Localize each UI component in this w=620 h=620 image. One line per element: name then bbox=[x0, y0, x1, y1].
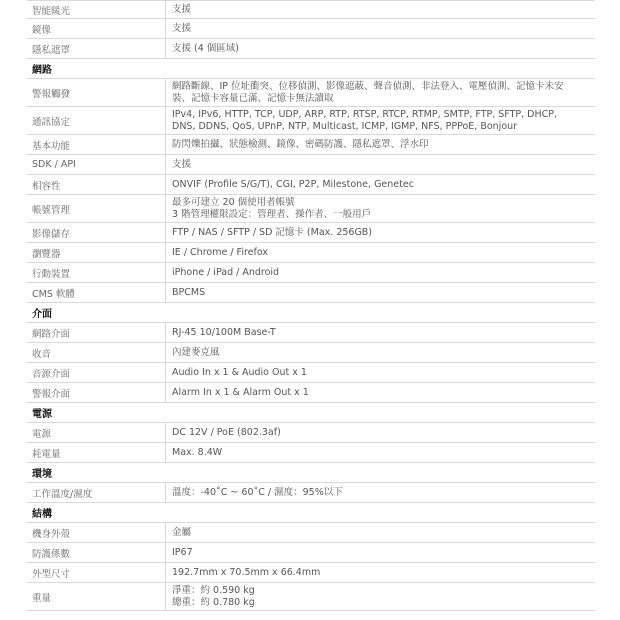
section-header: 電源 bbox=[27, 403, 595, 423]
spec-label: 相容性 bbox=[27, 175, 166, 194]
spec-row bbox=[27, 343, 595, 363]
spec-value bbox=[166, 19, 595, 38]
spec-value-line: iPhone / iPad / Android bbox=[172, 266, 280, 278]
spec-value bbox=[166, 107, 595, 134]
spec-value-line: 支援 bbox=[172, 22, 192, 34]
spec-label: 警報介面 bbox=[27, 383, 166, 402]
spec-row bbox=[27, 283, 595, 303]
spec-value-line: 3 階管理權限設定：管理者、操作者、一般用戶 bbox=[172, 208, 372, 220]
spec-value bbox=[166, 563, 595, 582]
spec-value-line: 支援 bbox=[172, 158, 192, 170]
spec-value bbox=[166, 195, 595, 222]
spec-label: 音源介面 bbox=[27, 363, 166, 382]
spec-row bbox=[27, 263, 595, 283]
spec-value bbox=[166, 39, 595, 58]
spec-row bbox=[27, 383, 595, 403]
spec-label: SDK / API bbox=[27, 155, 166, 174]
spec-label: 基本功能 bbox=[27, 135, 166, 154]
spec-row bbox=[27, 423, 595, 443]
spec-value-line: 總重：約 0.780 kg bbox=[172, 596, 255, 608]
section-header: 結構 bbox=[27, 503, 595, 523]
spec-value bbox=[166, 283, 595, 302]
spec-label: CMS 軟體 bbox=[27, 283, 166, 302]
spec-row bbox=[27, 583, 595, 611]
spec-value bbox=[166, 135, 595, 154]
spec-value-line: 最多可建立 20 個使用者帳號 bbox=[172, 196, 295, 208]
spec-row bbox=[27, 243, 595, 263]
spec-row bbox=[27, 79, 595, 107]
spec-value-line: IE / Chrome / Firefox bbox=[172, 246, 268, 258]
spec-row bbox=[27, 323, 595, 343]
spec-value-line: 金屬 bbox=[172, 526, 192, 538]
spec-row bbox=[27, 543, 595, 563]
spec-row bbox=[27, 135, 595, 155]
spec-value bbox=[166, 383, 595, 402]
spec-value bbox=[166, 155, 595, 174]
spec-value-line: 內建麥克風 bbox=[172, 346, 220, 358]
spec-row bbox=[27, 443, 595, 463]
spec-label: 防護係數 bbox=[27, 543, 166, 562]
spec-label: 工作溫度/濕度 bbox=[27, 483, 166, 502]
spec-label: 影像儲存 bbox=[27, 223, 166, 242]
spec-value bbox=[166, 443, 595, 462]
spec-value-line: Alarm In x 1 & Alarm Out x 1 bbox=[172, 386, 309, 398]
spec-row bbox=[27, 483, 595, 503]
spec-value bbox=[166, 263, 595, 282]
spec-row bbox=[27, 175, 595, 195]
spec-label: 隱私遮罩 bbox=[27, 39, 166, 58]
spec-value bbox=[166, 223, 595, 242]
spec-value-line: IP67 bbox=[172, 546, 193, 558]
spec-value bbox=[166, 175, 595, 194]
spec-table bbox=[27, 0, 595, 611]
spec-value bbox=[166, 543, 595, 562]
spec-row bbox=[27, 563, 595, 583]
spec-label: 耗電量 bbox=[27, 443, 166, 462]
spec-row bbox=[27, 523, 595, 543]
section-header: 環境 bbox=[27, 463, 595, 483]
spec-value-line: RJ-45 10/100M Base-T bbox=[172, 326, 276, 338]
spec-label: 鏡像 bbox=[27, 19, 166, 38]
spec-value-line: 裝、記憶卡容量已滿、記憶卡無法讀取 bbox=[172, 92, 334, 104]
spec-value-line: 防閃爍拍攝、狀態檢測、鏡像、密碼防護、隱私遮罩、浮水印 bbox=[172, 138, 429, 150]
spec-row bbox=[27, 363, 595, 383]
spec-value-line: Audio In x 1 & Audio Out x 1 bbox=[172, 366, 307, 378]
spec-value bbox=[166, 343, 595, 362]
spec-label: 電源 bbox=[27, 423, 166, 442]
spec-value bbox=[166, 523, 595, 542]
spec-value-line: 網路斷線、IP 位址衝突、位移偵測、影像遮蔽、聲音偵測、非法登入、電壓偵測、記憶卡未安 bbox=[172, 80, 564, 92]
spec-label: 機身外殼 bbox=[27, 523, 166, 542]
spec-row bbox=[27, 0, 595, 19]
spec-value bbox=[166, 323, 595, 342]
spec-value bbox=[166, 363, 595, 382]
spec-label: 帳號管理 bbox=[27, 195, 166, 222]
spec-value-line: Max. 8.4W bbox=[172, 446, 223, 458]
spec-value bbox=[166, 243, 595, 262]
spec-value-line: 溫度：-40˚C ~ 60˚C / 濕度：95%以下 bbox=[172, 486, 343, 498]
spec-row bbox=[27, 223, 595, 243]
spec-value bbox=[166, 79, 595, 106]
spec-value-line: DC 12V / PoE (802.3af) bbox=[172, 426, 281, 438]
spec-row bbox=[27, 19, 595, 39]
spec-row bbox=[27, 195, 595, 223]
spec-value-line: 192.7mm x 70.5mm x 66.4mm bbox=[172, 566, 321, 578]
spec-value-line: ONVIF (Profile S/G/T), CGI, P2P, Milestone, Genetec bbox=[172, 178, 414, 190]
spec-value-line: 淨重：約 0.590 kg bbox=[172, 584, 255, 596]
spec-value-line: FTP / NAS / SFTP / SD 記憶卡 (Max. 256GB) bbox=[172, 226, 373, 238]
spec-label: 外型尺寸 bbox=[27, 563, 166, 582]
spec-value-line: 支援 bbox=[172, 3, 192, 15]
spec-value bbox=[166, 583, 595, 610]
spec-row bbox=[27, 155, 595, 175]
spec-value-line: BPCMS bbox=[172, 286, 206, 298]
section-header: 介面 bbox=[27, 303, 595, 323]
spec-row bbox=[27, 39, 595, 59]
spec-label: 通訊協定 bbox=[27, 107, 166, 134]
spec-label: 重量 bbox=[27, 583, 166, 610]
spec-value-line: DNS, DDNS, QoS, UPnP, NTP, Multicast, ICMP, IGMP, NFS, PPPoE, Bonjour bbox=[172, 120, 518, 132]
spec-label: 警報觸發 bbox=[27, 79, 166, 106]
spec-label: 瀏覽器 bbox=[27, 243, 166, 262]
spec-value-line: IPv4, IPv6, HTTP, TCP, UDP, ARP, RTP, RTSP, RTCP, RTMP, SMTP, FTP, SFTP, DHCP, bbox=[172, 108, 558, 120]
spec-value-line: 支援 (4 個區域) bbox=[172, 42, 239, 54]
section-header: 網路 bbox=[27, 59, 595, 79]
spec-value bbox=[166, 483, 595, 502]
spec-label: 收音 bbox=[27, 343, 166, 362]
spec-label: 行動裝置 bbox=[27, 263, 166, 282]
spec-row bbox=[27, 107, 595, 135]
spec-value bbox=[166, 423, 595, 442]
spec-value bbox=[166, 1, 595, 18]
spec-label: 網路介面 bbox=[27, 323, 166, 342]
spec-label: 智能暖光 bbox=[27, 1, 166, 18]
